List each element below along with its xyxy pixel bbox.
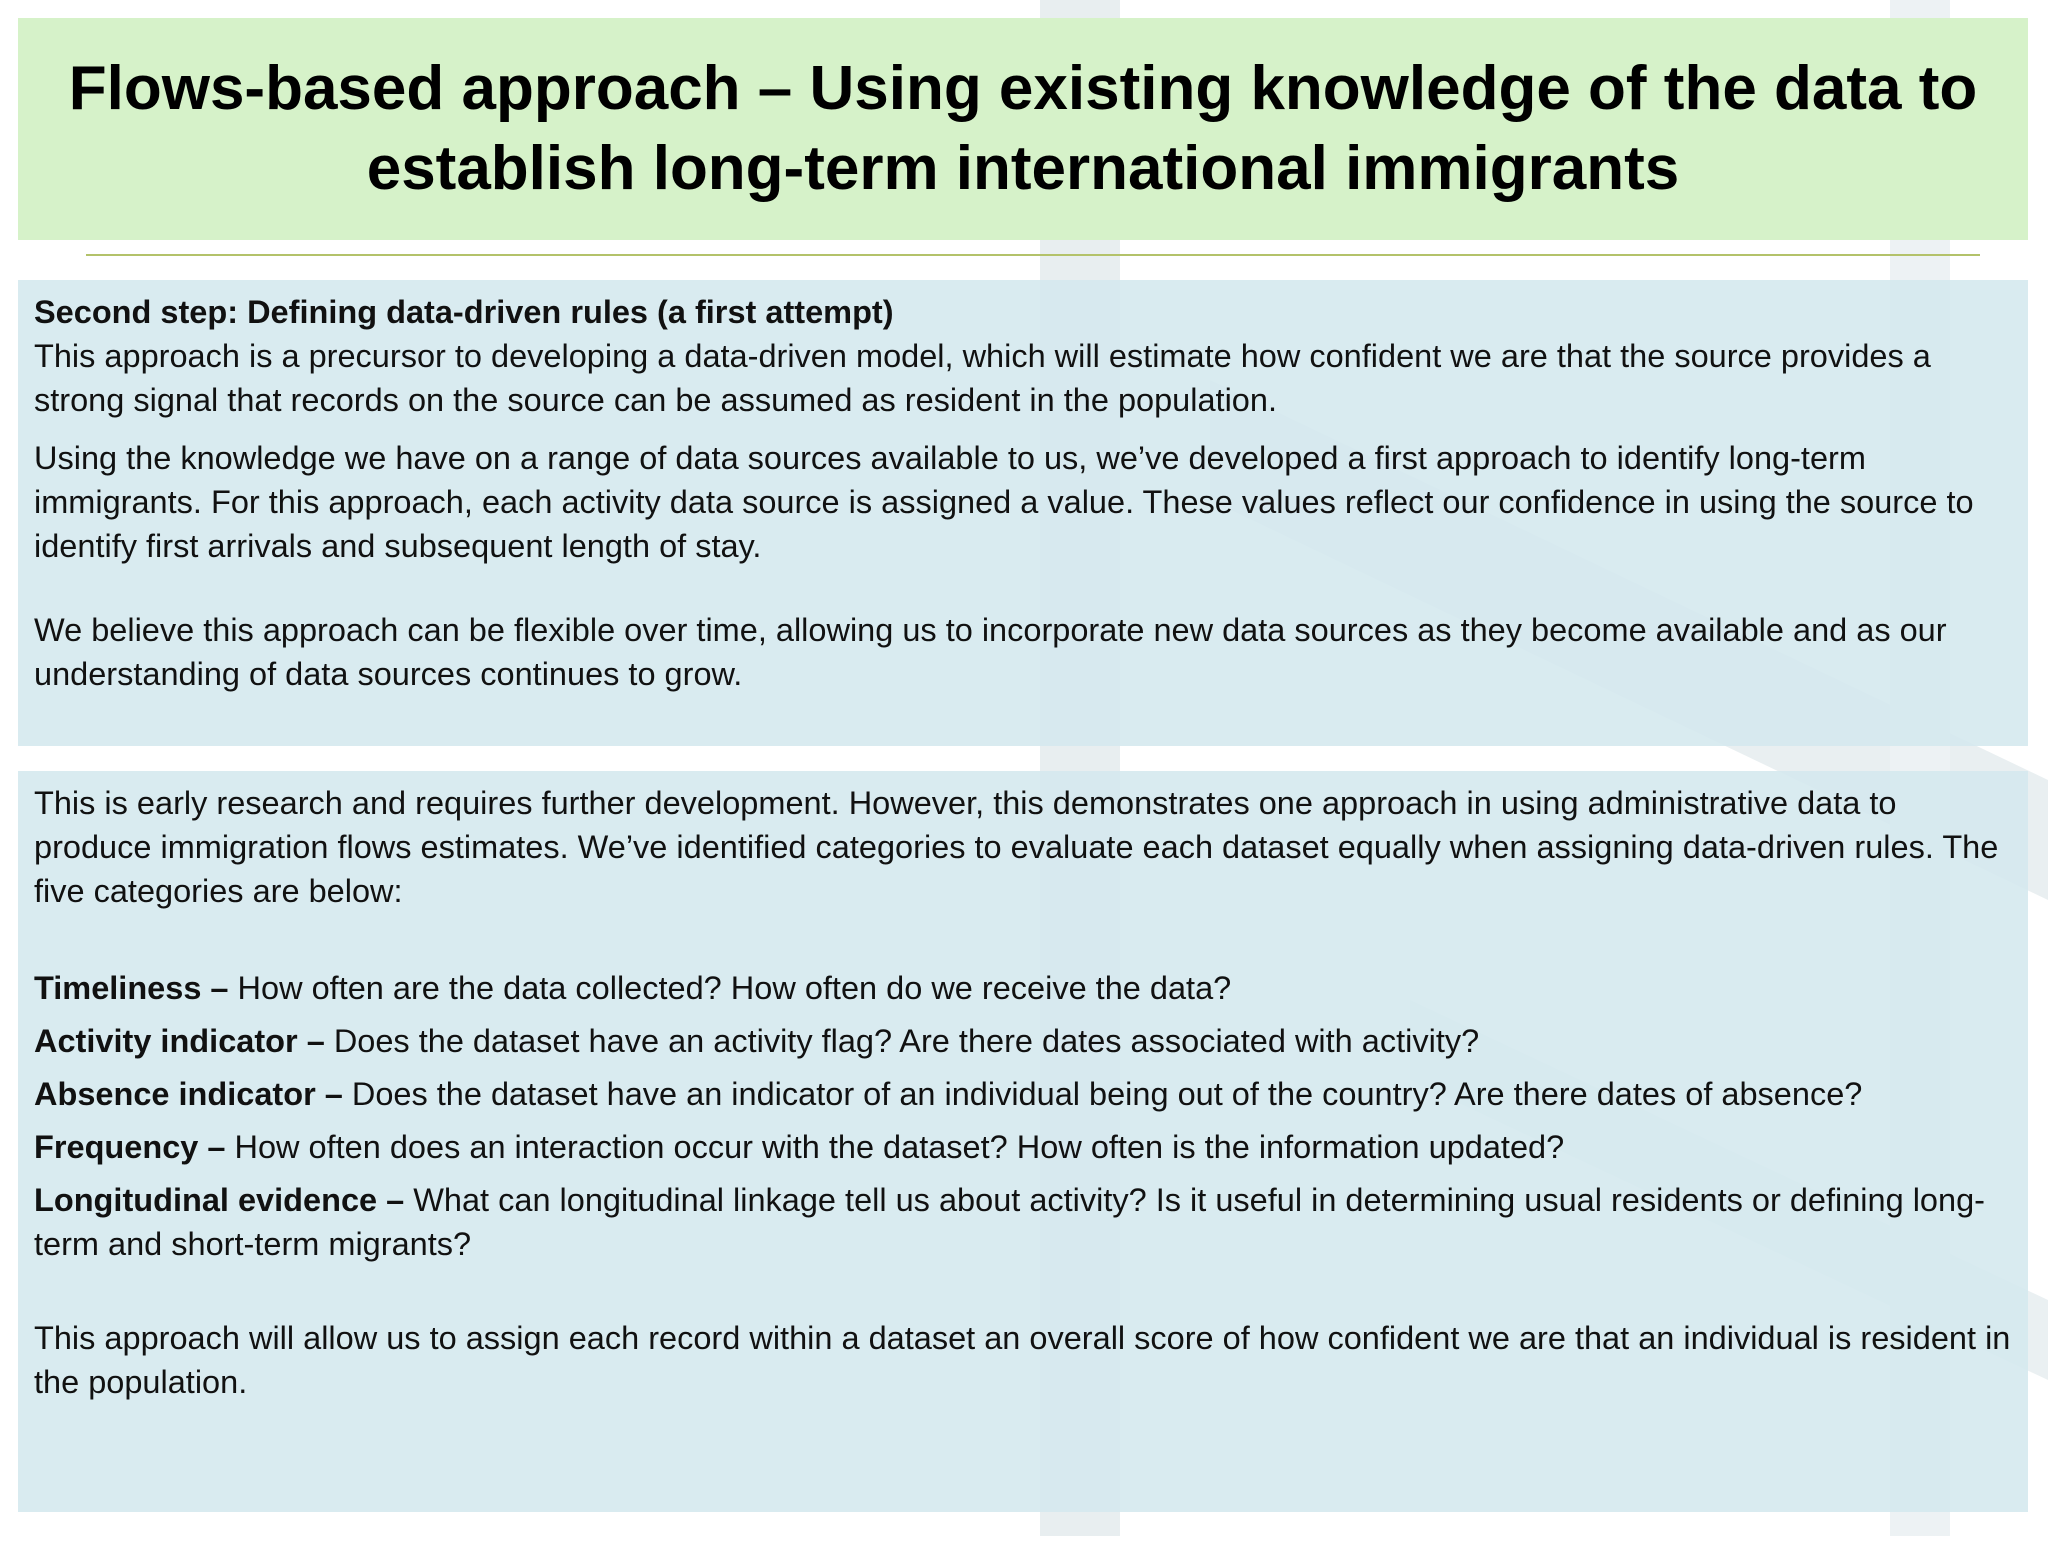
rules-panel bbox=[18, 280, 2028, 746]
category-description: How often are the data collected? How often do we receive the data? bbox=[237, 970, 1232, 1006]
category-description: How often does an interaction occur with the dataset? How often is the information updated? bbox=[234, 1129, 1565, 1165]
category-term: Activity indicator – bbox=[34, 1023, 334, 1059]
research-intro-paragraph: This is early research and requires further development. However, this demonstrates one approach in using administrative data to produce immigration flows estimates. We’ve identified categories to evaluate each dataset equally when assigning data-driven rules. The five categories are below: bbox=[34, 785, 1999, 909]
panel-heading: Second step: Defining data-driven rules (a first attempt) bbox=[34, 294, 894, 330]
category-description: Does the dataset have an activity flag? Are there dates associated with activity? bbox=[333, 1023, 1480, 1059]
knowledge-paragraph: Using the knowledge we have on a range of data sources available to us, we’ve developed a first approach to identify long-term immigrants. For this approach, each activity data source is assigned a value. These values reflect our confidence in using the source to identify first arrivals and subsequent length of stay. bbox=[34, 440, 1974, 564]
conclusion-paragraph: This approach will allow us to assign each record within a dataset an overall score of how confident we are that an individual is resident in the population. bbox=[34, 1320, 2011, 1400]
category-item-activity-indicator bbox=[34, 1019, 2012, 1063]
category-term: Longitudinal evidence – bbox=[34, 1182, 414, 1218]
category-term: Absence indicator – bbox=[34, 1076, 352, 1112]
category-term: Frequency – bbox=[34, 1129, 235, 1165]
category-item-frequency bbox=[34, 1125, 2012, 1169]
category-description: Does the dataset have an indicator of an individual being out of the country? Are there dates of absence? bbox=[351, 1076, 1863, 1112]
category-term: Timeliness – bbox=[34, 970, 238, 1006]
category-description: What can longitudinal linkage tell us about activity? Is it useful in determining usual residents or defining long-term and short-term migrants? bbox=[34, 1182, 1985, 1262]
flexibility-paragraph: We believe this approach can be flexible over time, allowing us to incorporate new data sources as they become available and as our understanding of data sources continues to grow. bbox=[34, 612, 1947, 692]
categories-panel bbox=[18, 771, 2028, 1512]
category-item-timeliness bbox=[34, 966, 2012, 1010]
category-item-absence-indicator bbox=[34, 1072, 2012, 1116]
title-divider bbox=[86, 254, 1980, 256]
title-banner bbox=[18, 18, 2028, 240]
category-item-longitudinal-evidence bbox=[34, 1178, 2012, 1266]
precursor-paragraph: This approach is a precursor to developing a data-driven model, which will estimate how confident we are that the source provides a strong signal that records on the source can be assumed as resident in the population. bbox=[34, 338, 1931, 418]
slide-title: Flows-based approach – Using existing knowledge of the data to establish long-term international immigrants bbox=[68, 54, 1978, 203]
